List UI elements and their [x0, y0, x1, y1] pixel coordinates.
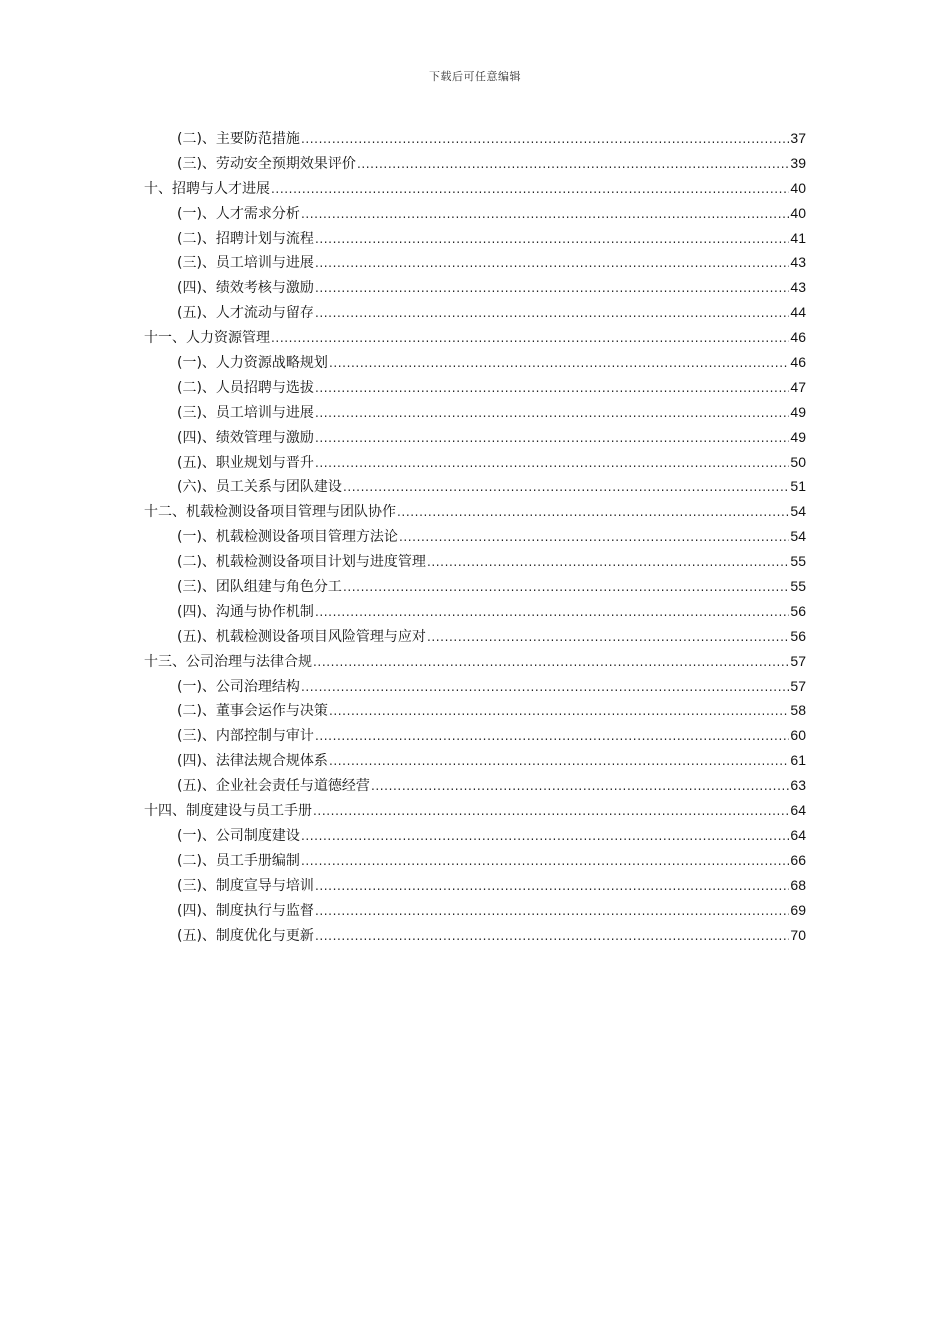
toc-section-entry[interactable]	[144, 226, 806, 251]
toc-dot-leader	[371, 774, 789, 799]
toc-page-number: 55	[790, 578, 806, 595]
toc-page-number: 50	[790, 453, 806, 470]
toc-section-entry[interactable]	[144, 126, 806, 151]
toc-dot-leader	[315, 874, 789, 899]
toc-page-number: 55	[790, 553, 806, 570]
toc-dot-leader	[315, 451, 789, 476]
toc-dot-leader	[329, 749, 789, 774]
toc-page-number: 47	[790, 378, 806, 395]
table-of-contents	[144, 126, 806, 947]
toc-entry-title: (四)、沟通与协作机制	[177, 603, 314, 620]
toc-entry-title: (三)、内部控制与审计	[177, 728, 314, 745]
toc-section-entry[interactable]	[144, 848, 806, 873]
toc-page-number: 51	[790, 478, 806, 495]
toc-dot-leader	[301, 675, 789, 700]
toc-chapter-entry[interactable]	[144, 798, 806, 823]
toc-page-number: 40	[790, 179, 806, 196]
toc-entry-title: (三)、制度宣导与培训	[177, 877, 314, 894]
toc-section-entry[interactable]	[144, 624, 806, 649]
toc-page-number: 49	[790, 403, 806, 420]
toc-page-number: 39	[790, 154, 806, 171]
toc-dot-leader	[315, 227, 789, 252]
toc-section-entry[interactable]	[144, 400, 806, 425]
toc-section-entry[interactable]	[144, 549, 806, 574]
toc-page-number: 63	[790, 777, 806, 794]
toc-dot-leader	[357, 152, 789, 177]
toc-dot-leader	[315, 251, 789, 276]
toc-page-number: 54	[790, 503, 806, 520]
toc-entry-title: (四)、绩效考核与激励	[177, 280, 314, 297]
toc-section-entry[interactable]	[144, 474, 806, 499]
toc-page-number: 46	[790, 354, 806, 371]
toc-page-number: 37	[790, 130, 806, 146]
toc-entry-title: (五)、制度优化与更新	[177, 927, 314, 944]
toc-entry-title: (三)、团队组建与角色分工	[177, 579, 342, 596]
toc-page-number: 66	[790, 851, 806, 868]
toc-page-number: 68	[790, 876, 806, 893]
toc-section-entry[interactable]	[144, 350, 806, 375]
toc-section-entry[interactable]	[144, 898, 806, 923]
toc-entry-title: (二)、招聘计划与流程	[177, 230, 314, 247]
toc-page-number: 58	[790, 702, 806, 719]
toc-page-number: 40	[790, 204, 806, 221]
toc-dot-leader	[399, 525, 789, 550]
toc-page-number: 43	[790, 279, 806, 296]
toc-page-number: 57	[790, 677, 806, 694]
toc-entry-title: (五)、职业规划与晋升	[177, 454, 314, 471]
toc-entry-title: (一)、公司制度建设	[177, 827, 300, 844]
toc-page-number: 64	[790, 826, 806, 843]
toc-page-number: 56	[790, 627, 806, 644]
toc-entry-title: 十一、人力资源管理	[144, 330, 270, 347]
toc-entry-title: (六)、员工关系与团队建设	[177, 479, 342, 496]
toc-dot-leader	[329, 699, 789, 724]
toc-page-number: 41	[790, 229, 806, 246]
toc-dot-leader	[315, 724, 789, 749]
toc-page-number: 60	[790, 727, 806, 744]
toc-dot-leader	[315, 600, 789, 625]
toc-entry-title: (一)、机载检测设备项目管理方法论	[177, 529, 398, 546]
toc-dot-leader	[427, 625, 789, 650]
toc-section-entry[interactable]	[144, 201, 806, 226]
toc-section-entry[interactable]	[144, 873, 806, 898]
toc-entry-title: 十三、公司治理与法律合规	[144, 653, 312, 670]
toc-page-number: 70	[790, 926, 806, 943]
toc-dot-leader	[301, 824, 789, 849]
toc-section-entry[interactable]	[144, 723, 806, 748]
toc-chapter-entry[interactable]	[144, 176, 806, 201]
toc-dot-leader	[315, 924, 789, 949]
toc-section-entry[interactable]	[144, 773, 806, 798]
toc-entry-title: (二)、机载检测设备项目计划与进度管理	[177, 554, 426, 571]
toc-section-entry[interactable]	[144, 923, 806, 948]
toc-chapter-entry[interactable]	[144, 325, 806, 350]
toc-entry-title: (一)、公司治理结构	[177, 678, 300, 695]
toc-entry-title: (三)、员工培训与进展	[177, 404, 314, 421]
toc-page-number: 54	[790, 528, 806, 545]
toc-entry-title: (三)、劳动安全预期效果评价	[177, 155, 356, 172]
toc-dot-leader	[329, 351, 789, 376]
toc-entry-title: 十四、制度建设与员工手册	[144, 803, 312, 820]
toc-dot-leader	[397, 500, 789, 525]
page-header: 下载后可任意编辑	[429, 70, 521, 83]
toc-dot-leader	[271, 177, 789, 202]
toc-entry-title: (五)、企业社会责任与道德经营	[177, 778, 370, 795]
toc-entry-title: (五)、机载检测设备项目风险管理与应对	[177, 628, 426, 645]
toc-section-entry[interactable]	[144, 524, 806, 549]
toc-section-entry[interactable]	[144, 275, 806, 300]
toc-page-number: 69	[790, 901, 806, 918]
toc-dot-leader	[315, 301, 789, 326]
toc-entry-title: (五)、人才流动与留存	[177, 305, 314, 322]
toc-entry-title: (二)、员工手册编制	[177, 852, 300, 869]
toc-dot-leader	[301, 127, 789, 152]
toc-page-number: 56	[790, 602, 806, 619]
toc-section-entry[interactable]	[144, 823, 806, 848]
toc-section-entry[interactable]	[144, 674, 806, 699]
toc-dot-leader	[343, 475, 789, 500]
toc-section-entry[interactable]	[144, 151, 806, 176]
toc-entry-title: (一)、人才需求分析	[177, 205, 300, 222]
toc-dot-leader	[313, 799, 789, 824]
toc-dot-leader	[315, 899, 789, 924]
toc-section-entry[interactable]	[144, 599, 806, 624]
toc-entry-title: (三)、员工培训与进展	[177, 255, 314, 272]
toc-section-entry[interactable]	[144, 425, 806, 450]
toc-entry-title: (四)、制度执行与监督	[177, 902, 314, 919]
toc-dot-leader	[315, 401, 789, 426]
toc-entry-title: 十、招聘与人才进展	[144, 180, 270, 197]
toc-page-number: 49	[790, 428, 806, 445]
toc-page-number: 44	[790, 304, 806, 321]
toc-section-entry[interactable]	[144, 574, 806, 599]
toc-page-number: 46	[790, 329, 806, 346]
toc-dot-leader	[301, 849, 789, 874]
toc-section-entry[interactable]	[144, 375, 806, 400]
toc-page-number: 61	[790, 752, 806, 769]
toc-dot-leader	[427, 550, 789, 575]
toc-entry-title: 十二、机载检测设备项目管理与团队协作	[144, 504, 396, 521]
toc-section-entry[interactable]	[144, 450, 806, 475]
toc-dot-leader	[343, 575, 789, 600]
toc-entry-title: (一)、人力资源战略规划	[177, 355, 328, 372]
toc-chapter-entry[interactable]	[144, 649, 806, 674]
toc-section-entry[interactable]	[144, 748, 806, 773]
toc-entry-title: (四)、绩效管理与激励	[177, 429, 314, 446]
toc-section-entry[interactable]	[144, 698, 806, 723]
toc-entry-title: (二)、人员招聘与选拔	[177, 379, 314, 396]
toc-page-number: 64	[790, 802, 806, 819]
toc-page-number: 57	[790, 652, 806, 669]
toc-dot-leader	[271, 326, 789, 351]
toc-page-number: 43	[790, 254, 806, 271]
toc-dot-leader	[313, 650, 789, 675]
toc-dot-leader	[315, 276, 789, 301]
toc-section-entry[interactable]	[144, 300, 806, 325]
toc-section-entry[interactable]	[144, 250, 806, 275]
toc-entry-title: (二)、主要防范措施	[177, 131, 300, 147]
toc-chapter-entry[interactable]	[144, 499, 806, 524]
toc-entry-title: (二)、董事会运作与决策	[177, 703, 328, 720]
toc-dot-leader	[315, 376, 789, 401]
toc-dot-leader	[315, 426, 789, 451]
toc-entry-title: (四)、法律法规合规体系	[177, 753, 328, 770]
toc-dot-leader	[301, 202, 789, 227]
